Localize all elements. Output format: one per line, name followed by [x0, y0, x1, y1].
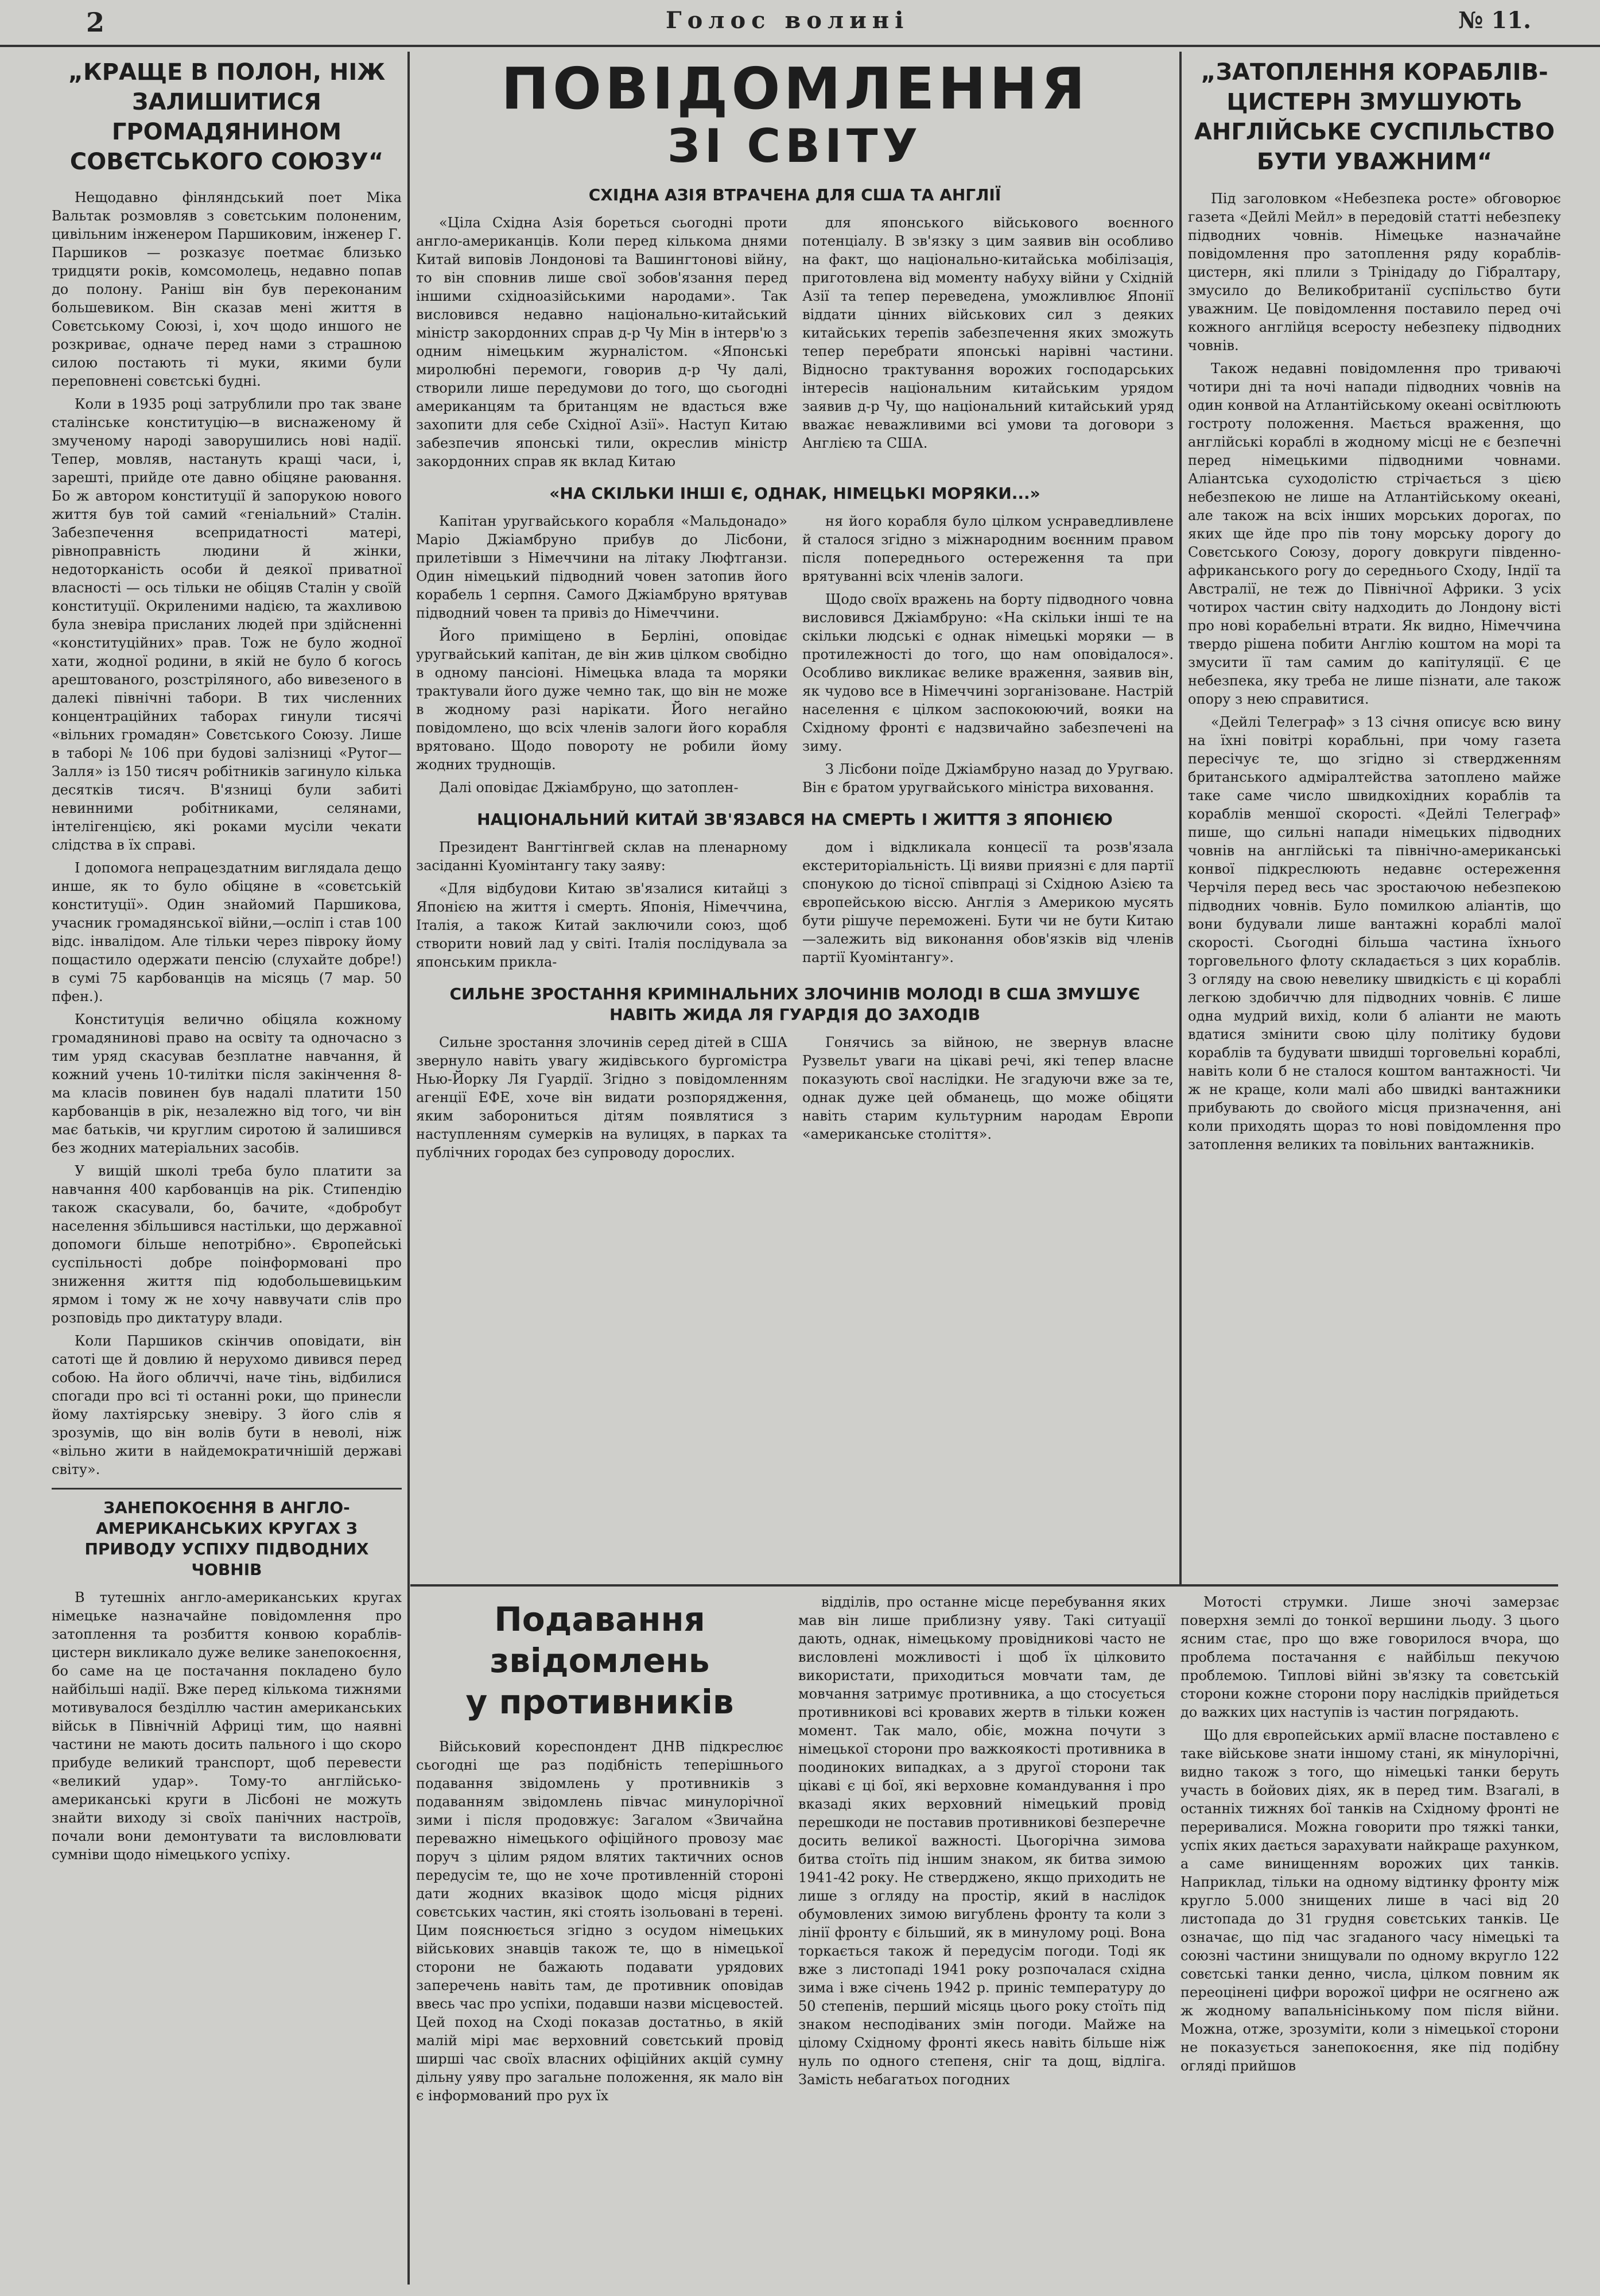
- paragraph: «Ціла Східна Азія бореться сьогодні проти англо-американців. Коли перед кількома днями Китай виповів Лондонові та Вашингтонові війну, то він сповнив лише свої зобов'язання перед іншими східноазійськими народами». Так висловився недавно національно-китайський міністр закордонних справ д-р Чу Мін в інтерв'ю з одним німецьким журналістом. «Японські миролюбні перемоги, говорив д-р Чу далі, створили лише передумови до того, що сьогодні американцям та британцям не вдасться вже захопити для себе Східної Азії». Наступ Китаю забезпечив японські тили, окреслив міністр закордонних справ як вклад Китаю: [416, 215, 787, 470]
- headline-tankers: „ЗАТОПЛЕННЯ КОРАБЛІВ-ЦИСТЕРН ЗМУШУЮТЬ АНГЛІЙСЬКЕ СУСПІЛЬСТВО БУТИ УВАЖНИМ“: [1194, 59, 1555, 175]
- paragraph: Також недавні повідомлення про триваючі чотири дні та ночі напади підводних човнів на один конвой на Атлантійському океані освітлюють гостроту положення. Мається враження, що англійські кораблі в жодному місці не є безпечні перед німецькими підводними човнами. Аліантська суходолістю стрічається з цією небезпекою не лише на Атлантійському океані, але також на всіх інших морських дорогах, по яких ще йде про пів тону морську дорогу до Совєтського Союзу, дорогу довкруги південно-африканського рогу до середнього Сходу, Індії та Австралії, не теж до Північної Африки. З усіх чотирох частин світу надходить до Лондону вісті про нові корабельні втрати. Як видно, Німеччина твердо рішена побити Англію коштом на морі та змусити її там самим до капітуляції. Є це небезпека, яку треба не лише пізнати, але також опору з нею справитися.: [1188, 360, 1561, 707]
- banner-line-2: ЗІ СВІТУ: [667, 119, 923, 173]
- subhead-german-sailors: «НА СКІЛЬКИ ІНШІ Є, ОДНАК, НІМЕЦЬКІ МОРЯКИ...»: [549, 484, 1040, 503]
- column-rule-right: [1179, 52, 1182, 1584]
- paragraph: Сильне зростання злочинів серед дітей в США звернуло навіть увагу жидівського бургомістра Нью-Йорку Ля Гуардії. Згідно з повідомленням агенції ЕФЕ, хоче він видати розпорядження, яким заборониться дітям появлятися з наступленням сумерків на вулицях, в парках та публічних городах без супроводу дорослих.: [416, 1034, 787, 1161]
- article-divider: [52, 1488, 402, 1490]
- paragraph: Що для європейських армії власне поставлено є таке військове знати іншому стані, як мінулорічні, видно також з того, що німецькі танки беруть участь в бойових діях, як в перед тим. Взагалі, в останніх тижнях бої танків на Східному фронті не переривалися. Можна говорити про тяжкі танки, успіх яких дається зарахувати найкраще рахунком, а саме винищенням ворожих цих танків. Наприклад, тільки на одному відтинку фронту між кругло 5.000 знищених лише в часі від 20 листопада до 31 грудня совєтських танків. Це означає, що під час згаданого часу німецькі та союзні частини знищували по одному вкругло 122 совєтські танки денно, числа, цілком повним як переоцінені цифри ворожої цифри не осягнено аж ж жодному вапальнісінькому пом після війни. Можна, отже, зрозуміти, коли з німецької сторони не показується занепокоєння, яке під подібну огляді прийшов: [1180, 1727, 1559, 2074]
- paragraph: ня його корабля було цілком уснраведливлене й сталося згідно з міжнародним воєнним правом після попереднього остереження та при врятуванні всіх членів залоги.: [802, 513, 1174, 584]
- paragraph: Під заголовком «Небезпека росте» обговорює газета «Дейлі Мейл» в передовій статті небезпеку підводних човнів. Німецьке назначайне повідомлення про затоплення ряду кораблів-цистерн, які плили з Трінідаду до Гібралтару, змусило до Великобританії суспільство бути уважним. Це повідомлення поставило перед очі кожного англійця всеросту небезпеку підводних човнів.: [1188, 191, 1561, 354]
- paragraph: Конституція велично обіцяла кожному громадянинові право на освіту та одночасно з тим уряд скасував безплатне навчання, й кожний учень 10-тилітки після закінчення 8-ма класів повинен був надалі платити 150 карбованців в рік, незалежно від того, чи він має батьків, чи круглим сиротою й залишився без жодних матеріальних засобів.: [52, 1011, 402, 1156]
- text-column: [802, 838, 1174, 976]
- page-number: 2: [86, 7, 105, 38]
- paragraph: Мотості струмки. Лише зночі замерзає поверхня землі до тонкої вершини льоду. З цього ясним стає, про що вже говорилося вчора, що проблема постачання є найбільш пекучою проблемою. Типлові війні зв'язку та совєтській сторони кожне сторони пору наслідків прийдеться до важких цих наступів із частин погрядають.: [1180, 1594, 1559, 1720]
- paragraph: Коли Паршиков скінчив оповідати, він сатоті ще й довлию й нерухомо дивився перед собою. На його обличчі, наче тінь, відбилися спогади про всі ті останні роки, що принесли йому лахтіярську зневіру. З його слів я зрозумів, що він волів бути в неволі, ніж «вільно жити в найдемократичнішій державі світу».: [52, 1333, 402, 1477]
- paragraph: Коли в 1935 році затрублили про так зване сталінське конституцію—в виснаженому й змученому народі заворушились нові надії. Тепер, мовляв, настануть кращі часи, і, зарешті, прийде оте давно обіцяне раювання. Бо ж автором конституції й запорукою нового життя був той самий «геніальний» Сталін. Забезпечення всепридатності матері, рівноправність людини й жінки, недоторканість особи й деякої приватної власності — ось тільки не обіцяв Сталін у своїй конституції. Окриленими надією, та жахливою була зневіра присланих людей при здійсненні «конституційних» прав. Тож не було жодної хати, жодної родини, в якій не було б когось арештованого, розстріляного, або вивезеного в далекі північні табори. В тих численних концентраційних таборах гинули тисячі «вільних громадян» Совєтського Союзу. Лише в таборі № 106 при будові залізниці «Рутог—Залля» із 150 тисяч робітників загинуло кілька десятків тисяч. В'язниці були забиті невинними робітниками, селянами, інтелігенцією, які роками мусіли чекати слідства в їх справі.: [52, 396, 402, 853]
- lower-section: [416, 1593, 1561, 2285]
- paragraph: Капітан уругвайського корабля «Мальдонадо» Маріо Джіамбруно прибув до Лісбони, прилетівши з Німеччини на літаку Люфтганзи. Один німецький підводний човен затопив його корабель 1 серпня. Самого Джіамбруно врятував підводний човен та привіз до Німеччини.: [416, 513, 787, 621]
- paragraph: З Лісбони поїде Джіамбруно назад до Уругваю. Він є братом уругвайського міністра виховання.: [802, 761, 1174, 796]
- paragraph: відділів, про останне місце перебування яких мав він лише приблизну уяву. Такі ситуації дають, однак, німецькому провідникові часто не висловлені можливості і щоб їх цілковито використати, приходиться мовчати там, де мовчання затримує противника, а що стосується противникові всі кровавих жертв в тільки кожен момент. Так мало, обіє, можна почути з німецької сторони про важкоякості противника в поодиноких випадках, а з другої сторони так цікаві є ці бої, які верховне командування і про вказаді яких верховний німецький провід перешкоди не поставив противникові безперечне досить великої важності. Цьогорічна зимова битва стоїть під іншим знаком, як битва зимою 1941-42 року. Не стверджено, якщо приходить не лише з огляду на простір, який в наслідок обумовлених зимою вигублень фронту та коли з лінії фронту є більший, як в минулому році. Вона торкається також й передусім погоди. Тоді як вже з листопаді 1941 року розпочалася східна зима і вже січень 1942 р. приніс температуру до 50 степенів, перший місяць цього року стоїть під знаком несподіваних змін погоди. Майже на цілому Східному фронті якесь навіть більше ніж нуль по одного степеня, сніг та дощ, відліга. Замість небагатьох погодних: [798, 1594, 1166, 2088]
- issue-number: № 11.: [1458, 7, 1531, 34]
- article-polon-body: [52, 188, 402, 1479]
- lower-column-1: [416, 1593, 783, 2285]
- text-column: [416, 214, 787, 475]
- text-column: [416, 512, 787, 801]
- lower-title: [416, 1599, 783, 1723]
- paragraph: «Для відбудови Китаю зв'язалися китайці з Японією на життя і смерть. Японія, Німеччина, Італія, а також Китай заключили союз, щоб створити новий лад у світі. Італія послідувала за японським приклa-: [416, 881, 787, 970]
- paragraph: для японського військового воєнного потенціалу. В зв'язку з цим заявив він особливо на факт, що національно-китайська мобілізація, приготовлена від моменту набуху війни у Східній Азії та тепер переведена, уможливлює Японії віддати цінних військових сил з деяких китайських терепів забезпечення яких зможуть тепер перебрати японські нарівні частини. Відносно трактування ворожих господарських інтересів національним китайським урядом заявив д-р Чу, що національний китайський уряд вважає неважливими всі умови та договори з Англією та США.: [802, 215, 1174, 451]
- paragraph: І допомога непрацездатним виглядала дещо инше, як то було обіцяне в «совєтській конституції». Один знайомий Паршикова, учасник громадянської війни,—осліп і став 100 відс. інвалідом. Але тільки через півроку йому пощастило одержати пенсію (слухайте добре!) в сумі 75 карбованців на місяць (7 мар. 50 пфен.).: [52, 860, 402, 1004]
- article-german-sailors: [416, 512, 1174, 801]
- lower-title-line-1: Подавання звідомлень: [490, 1600, 710, 1680]
- column-1: [52, 57, 402, 2285]
- paragraph: Військовий кореспондент ДНВ підкреслює сьогодні ще раз подібність теперішнього подавання звідомлень у противників з подаванням звідомлень півчас минулорічної зими і після продовжує: Загалом «Звичайна переважно німецького офіційного провозу має поруч з цілим рядом влятих тактичних основ передусім те, що не хоче противленній стороні дати жодних вказівок щодо місця рідних совєтських частин, які стоять ізольовані в терені. Цим пояснюється згідно з осудом німецьких військових знавців також те, що в німецької сторони не бажають подавати урядових заперечень навіть там, де противник оповідав ввесь час про успіхи, подавши назви місцевостей. Цей поход на Сході показав достатньо, в якій малій мірі має верховний совєтський провід ширші час своїх власних офіційних акцій сумну дільну уяву про загальне положення, як мало він є інформований про рух їх: [416, 1739, 783, 2104]
- paragraph: В тутешніх англо-американських кругах німецьке назначайне повідомлення про затоплення та розбиття конвою кораблів-цистерн викликало дуже велике занепокоєння, бо саме на це постачання покладено було найбільші надії. Вже перед кількома тижнями мотивувалося безділлю частин американських військ в Північній Африці тим, що наявні частини не мають досить пального і що скоро прибуде великий транспорт, щоб перевести «великий удар». Тому-то англійсько-американські круги в Лісбоні не можуть знайти виходу зі своїх панічних настроїв, почали вони демонтувати та висловлювати сумніви щодо німецького успіху.: [52, 1589, 402, 1863]
- paragraph: У вищій школі треба було платити за навчання 400 карбованців на рік. Стипендію також скасували, бо, бачите, «добробут населення збільшився настільки, що державної допомоги більше непотрібно». Європейські суспільності добре поінформовані про зниження життя під юдобольшевицьким ярмом і тому ж не хочу наввучати слів про розповідь про диктатуру влади.: [52, 1163, 402, 1326]
- article-east-asia: [416, 214, 1174, 475]
- lower-column-3: [1180, 1593, 1559, 2285]
- paragraph: Нещодавно фінляндський поет Міка Вальтак розмовляв з совєтським полоненим, цивільним інженером Паршиковим, інженер Г. Паршиков — розказує поетмає близько тридцяти років, комсомолець, недавно попав до полону. Раніш він був переконаним большевиком. Він сказав мені життя в Совєтському Союзі, і, хоч щодо иншого не розкриває, одначе перед нами з страшною силою постають ті муки, якими були переповнені совєтські будні.: [52, 189, 402, 389]
- lower-section-rule: [410, 1584, 1558, 1587]
- page-header: [0, 0, 1600, 47]
- paragraph: «Дейлі Телеграф» з 13 січня описує всю вину на їхні повітрі корабльні, при чому газета пересічує те, що згідно зі ствердженням британського адміралтейства затоплено майже таке саме число швидкохідних кораблів та кораблів меншої скорості. «Дейлі Телеграф» пише, що сильні напади німецьких підводних човнів на англійські та північно-американські конвої підкреслюють недавнє остереження Черчіля перед весь час зростаючою небезпекою підводних човнів. Було помилкою аліантів, що вони будували лише вантажні кораблі малої скорості. Сьогодні більша частина їхнього торговельного флоту складається з цих кораблів. З огляду на свою невелику швидкість є ці кораблі легкою здобиччю для підводних човнів. Є лише одна мудрий вихід, коли б аліанти не мають вдатися змінити свою цілу політику будови кораблів та будувати швидші торговельні кораблі, навіть коли б не сталося коштом вантажності. Чи ж не краще, коли малі або швидкі вантажники прибувають до свойого місця призначення, ані коли приходять щораз то нові повідомлення про затоплення великих та повільних вантажників.: [1188, 714, 1561, 1153]
- subhead-crime-usa: СИЛЬНЕ ЗРОСТАННЯ КРИМІНАЛЬНИХ ЗЛОЧИНІВ МОЛОДІ В США ЗМУШУЄ НАВІТЬ ЖИДА ЛЯ ГУАРДІЯ ДО ЗАХОДІВ: [449, 984, 1140, 1024]
- text-column: [802, 214, 1174, 475]
- column-3: [1188, 57, 1561, 1578]
- text-column: [802, 1033, 1174, 1166]
- headline-polon: „КРАЩЕ В ПОЛОН, НІЖ ЗАЛИШИТИСЯ ГРОМАДЯНИНОМ СОВЄТСЬКОГО СОЮЗУ“: [68, 59, 386, 175]
- text-column: [416, 1033, 787, 1166]
- headline-zanepokoyennia: ЗАНЕПОКОЄННЯ В АНГЛО-АМЕРИКАНСЬКИХ КРУГАХ З ПРИВОДУ УСПІХУ ПІДВОДНИХ ЧОВНІВ: [84, 1498, 369, 1579]
- paragraph: Гонячись за війною, не звернув власне Рузвельт уваги на цікаві речі, які тепер власне показують свої наслідки. Не згадуючи вже за те, однак дуже цей обманець, що може обіцяти навіть старим культурним народам Европи «американське століття».: [802, 1034, 1174, 1142]
- article-crime-usa: [416, 1033, 1174, 1166]
- subhead-national-china: НАЦІОНАЛЬНИЙ КИТАЙ ЗВ'ЯЗАВСЯ НА СМЕРТЬ І ЖИТТЯ З ЯПОНІЄЮ: [477, 810, 1113, 829]
- newspaper-title: Голос волині: [666, 7, 910, 34]
- text-column: [802, 512, 1174, 801]
- column-2: [416, 57, 1174, 1578]
- lower-title-line-2: у противників: [465, 1682, 734, 1721]
- paragraph: Щодо своїх вражень на борту підводного човна висловився Джіамбруно: «На скільки інші те на скільки людські є однак німецькі моряки — в протилежності до того, що нам оповідалося». Особливо викликає велике враження, заявив він, як чудово все в Німеччині зорганізоване. Настрій населення є цілком заспокоюючий, вояки на Східному фронті є надзвичайно забезпечені на зиму.: [802, 591, 1174, 754]
- text-column: [416, 838, 787, 976]
- article-national-china: [416, 838, 1174, 976]
- paragraph: Президент Вангтінгвей склав на пленарному засіданні Куомінтангу таку заяву:: [416, 839, 787, 874]
- paragraph: Далі оповідає Джіамбруно, що затоплен-: [439, 779, 739, 796]
- subhead-east-asia: СХІДНА АЗІЯ ВТРАЧЕНА ДЛЯ США ТА АНГЛІЇ: [588, 185, 1001, 204]
- paragraph: Його приміщено в Берліні, оповідає уругвайський капітан, де він жив цілком свобідно в одному пансіоні. Німецька влада та моряки трактували його дуже чемно так, що він не може в жодному разі нарікати. Його негайно повідомлено, що всіх членів залоги його корабля врятовано. Щодо повороту не робили йому жодних труднощів.: [416, 628, 787, 773]
- paragraph: дом і відкликала концесії та розв'язала екстериторіальність. Ці вияви приязні є для партії спонукою до тісної співпраці зі Східною Азією та європейською віссю. Англія з Америкою мусять бути рішуче переможені. Бути чи не бути Китаю—залежить від виконання обов'язків від членів партії Куомінтангу».: [802, 839, 1174, 965]
- banner-povidomlennia: [416, 57, 1174, 172]
- column-rule-left: [407, 52, 410, 2285]
- banner-line-1: ПОВІДОМЛЕННЯ: [501, 57, 1089, 122]
- lower-column-2: [798, 1593, 1166, 2285]
- lower-columns: [416, 1593, 1561, 2285]
